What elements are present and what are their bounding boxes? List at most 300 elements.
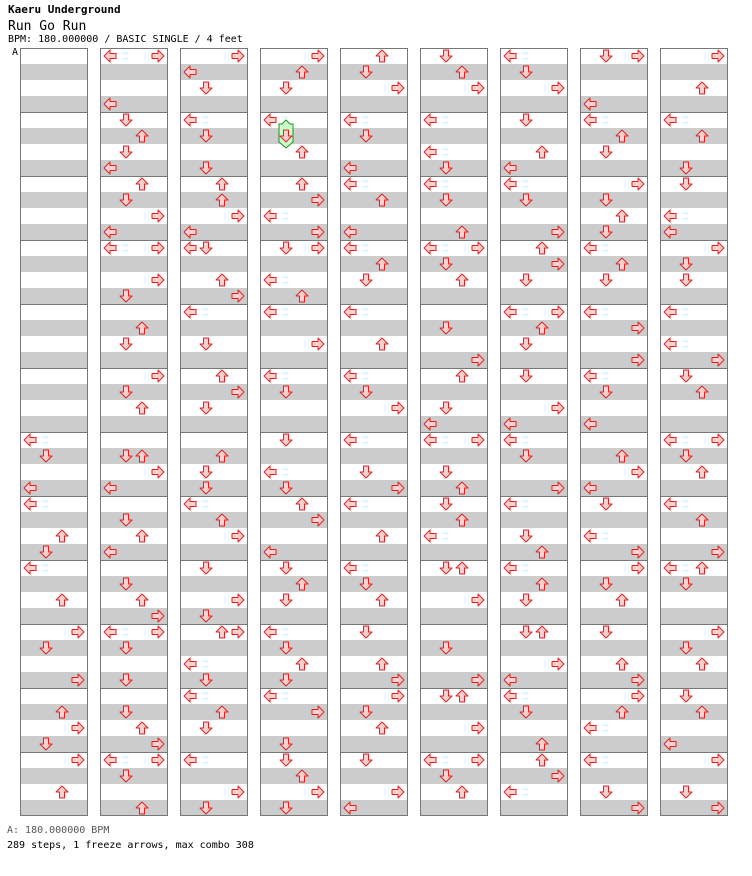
beat-band xyxy=(100,800,168,816)
right-arrow-icon xyxy=(151,465,165,479)
right-arrow-icon xyxy=(631,465,645,479)
down-arrow-icon xyxy=(519,65,533,79)
bpm-marker: A xyxy=(12,47,19,58)
beat-band xyxy=(420,704,488,720)
beat-band xyxy=(20,768,88,784)
measure-line xyxy=(660,176,728,177)
beat-band xyxy=(340,544,408,560)
beat-band xyxy=(660,480,728,496)
left-arrow-icon xyxy=(343,225,357,239)
down-arrow-icon xyxy=(679,161,693,175)
down-arrow-icon xyxy=(199,721,213,735)
down-arrow-icon xyxy=(599,273,613,287)
up-arrow-icon xyxy=(375,529,389,543)
beat-band xyxy=(180,672,248,688)
up-arrow-icon xyxy=(295,145,309,159)
measure-line xyxy=(420,688,488,689)
down-arrow-icon xyxy=(359,625,373,639)
up-arrow-icon xyxy=(375,49,389,63)
beat-band xyxy=(580,384,648,400)
down-arrow-icon xyxy=(119,769,133,783)
down-arrow-icon xyxy=(519,193,533,207)
down-arrow-icon xyxy=(199,673,213,687)
right-arrow-icon xyxy=(391,689,405,703)
measure-line xyxy=(500,624,568,625)
down-arrow-icon xyxy=(199,801,213,815)
up-arrow-icon xyxy=(295,177,309,191)
beat-band xyxy=(660,64,728,80)
right-arrow-icon xyxy=(711,625,725,639)
beat-band xyxy=(180,160,248,176)
down-arrow-icon xyxy=(679,641,693,655)
right-arrow-icon xyxy=(311,785,325,799)
down-arrow-icon xyxy=(679,369,693,383)
beat-band xyxy=(20,96,88,112)
left-arrow-icon xyxy=(503,161,517,175)
left-arrow-icon xyxy=(183,65,197,79)
beat-band xyxy=(20,640,88,656)
down-arrow-icon xyxy=(519,273,533,287)
down-arrow-icon xyxy=(679,577,693,591)
measure-line xyxy=(660,368,728,369)
left-arrow-icon xyxy=(423,529,437,543)
beat-band xyxy=(180,544,248,560)
measure-line xyxy=(420,624,488,625)
song-title: Run Go Run xyxy=(8,19,87,34)
down-arrow-icon xyxy=(199,337,213,351)
left-arrow-icon xyxy=(663,497,677,511)
beat-band xyxy=(420,768,488,784)
beat-band xyxy=(420,640,488,656)
left-arrow-icon xyxy=(263,113,277,127)
beat-band xyxy=(420,256,488,272)
up-arrow-icon xyxy=(695,657,709,671)
up-arrow-icon xyxy=(695,705,709,719)
left-arrow-icon xyxy=(343,801,357,815)
left-arrow-icon xyxy=(663,737,677,751)
beat-band xyxy=(420,288,488,304)
left-arrow-icon xyxy=(343,433,357,447)
down-arrow-icon xyxy=(439,641,453,655)
beat-band xyxy=(180,480,248,496)
beat-band xyxy=(100,416,168,432)
beat-band xyxy=(340,96,408,112)
measure-line xyxy=(20,304,88,305)
up-arrow-icon xyxy=(215,705,229,719)
beat-band xyxy=(340,704,408,720)
down-arrow-icon xyxy=(439,193,453,207)
right-arrow-icon xyxy=(151,49,165,63)
beat-band xyxy=(340,608,408,624)
beat-band xyxy=(20,608,88,624)
down-arrow-icon xyxy=(439,321,453,335)
chart-column xyxy=(580,48,648,816)
beat-band xyxy=(340,512,408,528)
left-arrow-icon xyxy=(583,529,597,543)
right-arrow-icon xyxy=(631,689,645,703)
down-arrow-icon xyxy=(599,145,613,159)
beat-band xyxy=(340,288,408,304)
down-arrow-icon xyxy=(279,737,293,751)
right-arrow-icon xyxy=(711,353,725,367)
up-arrow-icon xyxy=(615,705,629,719)
beat-band xyxy=(20,320,88,336)
up-arrow-icon xyxy=(215,449,229,463)
left-arrow-icon xyxy=(583,481,597,495)
measure-line xyxy=(500,240,568,241)
down-arrow-icon xyxy=(439,497,453,511)
right-arrow-icon xyxy=(231,593,245,607)
up-arrow-icon xyxy=(375,337,389,351)
beat-band xyxy=(180,96,248,112)
measure-line xyxy=(580,624,648,625)
beat-band xyxy=(180,512,248,528)
beat-band xyxy=(580,736,648,752)
up-arrow-icon xyxy=(135,593,149,607)
beat-band xyxy=(580,448,648,464)
up-arrow-icon xyxy=(215,193,229,207)
down-arrow-icon xyxy=(679,273,693,287)
right-arrow-icon xyxy=(631,49,645,63)
down-arrow-icon xyxy=(39,641,53,655)
beat-band xyxy=(420,480,488,496)
beat-band xyxy=(660,416,728,432)
beat-band xyxy=(20,384,88,400)
down-arrow-icon xyxy=(199,609,213,623)
beat-band xyxy=(180,640,248,656)
up-arrow-icon xyxy=(135,321,149,335)
down-arrow-icon xyxy=(599,193,613,207)
left-arrow-icon xyxy=(103,241,117,255)
measure-line xyxy=(100,112,168,113)
down-arrow-icon xyxy=(119,113,133,127)
beat-band xyxy=(500,640,568,656)
beat-band xyxy=(420,96,488,112)
beat-band xyxy=(180,576,248,592)
up-arrow-icon xyxy=(135,401,149,415)
down-arrow-icon xyxy=(279,241,293,255)
left-arrow-icon xyxy=(183,241,197,255)
measure-line xyxy=(100,304,168,305)
down-arrow-icon xyxy=(439,561,453,575)
down-arrow-icon xyxy=(519,705,533,719)
down-arrow-icon xyxy=(119,193,133,207)
measure-line xyxy=(580,496,648,497)
measure-line xyxy=(100,496,168,497)
down-arrow-icon xyxy=(439,257,453,271)
down-arrow-icon xyxy=(359,753,373,767)
up-arrow-icon xyxy=(295,497,309,511)
down-arrow-icon xyxy=(359,385,373,399)
beat-band xyxy=(580,128,648,144)
left-arrow-icon xyxy=(263,545,277,559)
beat-band xyxy=(180,320,248,336)
beat-band xyxy=(660,96,728,112)
up-arrow-icon xyxy=(455,369,469,383)
right-arrow-icon xyxy=(71,673,85,687)
down-arrow-icon xyxy=(199,161,213,175)
left-arrow-icon xyxy=(343,241,357,255)
down-arrow-icon xyxy=(39,737,53,751)
beat-band xyxy=(420,576,488,592)
beat-band xyxy=(100,288,168,304)
left-arrow-icon xyxy=(263,689,277,703)
right-arrow-icon xyxy=(711,545,725,559)
up-arrow-icon xyxy=(615,209,629,223)
up-arrow-icon xyxy=(615,593,629,607)
down-arrow-icon xyxy=(599,625,613,639)
right-arrow-icon xyxy=(151,609,165,623)
up-arrow-icon xyxy=(455,513,469,527)
up-arrow-icon xyxy=(215,625,229,639)
beat-band xyxy=(420,608,488,624)
left-arrow-icon xyxy=(503,785,517,799)
right-arrow-icon xyxy=(711,753,725,767)
beat-band xyxy=(660,576,728,592)
down-arrow-icon xyxy=(519,337,533,351)
right-arrow-icon xyxy=(71,625,85,639)
right-arrow-icon xyxy=(471,721,485,735)
right-arrow-icon xyxy=(311,49,325,63)
beat-band xyxy=(100,192,168,208)
left-arrow-icon xyxy=(423,753,437,767)
up-arrow-icon xyxy=(295,289,309,303)
left-arrow-icon xyxy=(503,417,517,431)
beat-band xyxy=(100,384,168,400)
left-arrow-icon xyxy=(503,49,517,63)
left-arrow-icon xyxy=(343,369,357,383)
right-arrow-icon xyxy=(551,257,565,271)
beat-band xyxy=(500,576,568,592)
chart-info: BPM: 180.000000 / BASIC SINGLE / 4 feet xyxy=(8,34,243,45)
right-arrow-icon xyxy=(311,225,325,239)
beat-band xyxy=(340,576,408,592)
right-arrow-icon xyxy=(391,481,405,495)
down-arrow-icon xyxy=(39,449,53,463)
left-arrow-icon xyxy=(263,625,277,639)
beat-band xyxy=(580,768,648,784)
right-arrow-icon xyxy=(711,433,725,447)
measure-line xyxy=(180,176,248,177)
up-arrow-icon xyxy=(455,561,469,575)
beat-band xyxy=(100,448,168,464)
beat-band xyxy=(340,192,408,208)
down-arrow-icon xyxy=(279,481,293,495)
up-arrow-icon xyxy=(615,449,629,463)
beat-band xyxy=(420,160,488,176)
left-arrow-icon xyxy=(343,177,357,191)
left-arrow-icon xyxy=(503,305,517,319)
left-arrow-icon xyxy=(103,545,117,559)
beat-band xyxy=(20,448,88,464)
beat-band xyxy=(100,512,168,528)
measure-line xyxy=(420,304,488,305)
down-arrow-icon xyxy=(39,545,53,559)
down-arrow-icon xyxy=(199,241,213,255)
left-arrow-icon xyxy=(663,209,677,223)
left-arrow-icon xyxy=(103,481,117,495)
up-arrow-icon xyxy=(135,721,149,735)
left-arrow-icon xyxy=(663,113,677,127)
left-arrow-icon xyxy=(423,113,437,127)
left-arrow-icon xyxy=(503,673,517,687)
up-arrow-icon xyxy=(135,449,149,463)
left-arrow-icon xyxy=(583,753,597,767)
beat-band xyxy=(100,64,168,80)
beat-band xyxy=(420,192,488,208)
beat-band xyxy=(420,384,488,400)
beat-band xyxy=(580,160,648,176)
beat-band xyxy=(420,544,488,560)
right-arrow-icon xyxy=(71,753,85,767)
down-arrow-icon xyxy=(119,641,133,655)
beat-band xyxy=(500,352,568,368)
beat-band xyxy=(420,224,488,240)
down-arrow-icon xyxy=(359,273,373,287)
beat-band xyxy=(20,576,88,592)
beat-band xyxy=(340,448,408,464)
down-arrow-icon xyxy=(279,801,293,815)
right-arrow-icon xyxy=(471,353,485,367)
left-arrow-icon xyxy=(423,433,437,447)
beat-band xyxy=(100,576,168,592)
measure-line xyxy=(500,368,568,369)
up-arrow-icon xyxy=(535,241,549,255)
beat-band xyxy=(180,608,248,624)
right-arrow-icon xyxy=(231,625,245,639)
beat-band xyxy=(500,384,568,400)
left-arrow-icon xyxy=(103,225,117,239)
down-arrow-icon xyxy=(679,449,693,463)
up-arrow-icon xyxy=(215,369,229,383)
down-arrow-icon xyxy=(599,385,613,399)
beat-band xyxy=(180,800,248,816)
left-arrow-icon xyxy=(23,433,37,447)
beat-band xyxy=(660,704,728,720)
left-arrow-icon xyxy=(183,305,197,319)
beat-band xyxy=(660,192,728,208)
beat-band xyxy=(340,416,408,432)
beat-band xyxy=(580,512,648,528)
down-arrow-icon xyxy=(199,465,213,479)
right-arrow-icon xyxy=(231,385,245,399)
left-arrow-icon xyxy=(263,273,277,287)
down-arrow-icon xyxy=(199,129,213,143)
right-arrow-icon xyxy=(471,673,485,687)
beat-band xyxy=(500,64,568,80)
right-arrow-icon xyxy=(471,241,485,255)
left-arrow-icon xyxy=(263,369,277,383)
measure-line xyxy=(20,176,88,177)
down-arrow-icon xyxy=(519,113,533,127)
down-arrow-icon xyxy=(119,673,133,687)
chart-column xyxy=(180,48,248,816)
down-arrow-icon xyxy=(519,593,533,607)
left-arrow-icon xyxy=(183,657,197,671)
left-arrow-icon xyxy=(583,721,597,735)
down-arrow-icon xyxy=(439,769,453,783)
measure-line xyxy=(100,432,168,433)
down-arrow-icon xyxy=(119,289,133,303)
right-arrow-icon xyxy=(391,785,405,799)
measure-line xyxy=(340,752,408,753)
beat-band xyxy=(340,384,408,400)
left-arrow-icon xyxy=(663,561,677,575)
down-arrow-icon xyxy=(279,641,293,655)
right-arrow-icon xyxy=(551,481,565,495)
up-arrow-icon xyxy=(615,257,629,271)
left-arrow-icon xyxy=(663,305,677,319)
beat-band xyxy=(340,640,408,656)
measure-line xyxy=(20,240,88,241)
left-arrow-icon xyxy=(583,369,597,383)
right-arrow-icon xyxy=(631,177,645,191)
beat-band xyxy=(660,128,728,144)
right-arrow-icon xyxy=(391,673,405,687)
beat-band xyxy=(20,704,88,720)
measure-line xyxy=(20,368,88,369)
measure-line xyxy=(340,624,408,625)
right-arrow-icon xyxy=(311,705,325,719)
up-arrow-icon xyxy=(55,705,69,719)
right-arrow-icon xyxy=(551,769,565,783)
beat-band xyxy=(420,800,488,816)
left-arrow-icon xyxy=(583,241,597,255)
up-arrow-icon xyxy=(135,801,149,815)
beat-band xyxy=(420,128,488,144)
right-arrow-icon xyxy=(391,81,405,95)
up-arrow-icon xyxy=(535,145,549,159)
right-arrow-icon xyxy=(311,241,325,255)
beat-band xyxy=(180,256,248,272)
beat-band xyxy=(180,704,248,720)
down-arrow-icon xyxy=(599,497,613,511)
right-arrow-icon xyxy=(551,657,565,671)
chart-column xyxy=(260,48,328,816)
measure-line xyxy=(180,368,248,369)
up-arrow-icon xyxy=(455,481,469,495)
down-arrow-icon xyxy=(359,465,373,479)
right-arrow-icon xyxy=(151,273,165,287)
up-arrow-icon xyxy=(215,273,229,287)
left-arrow-icon xyxy=(423,241,437,255)
beat-band xyxy=(580,576,648,592)
right-arrow-icon xyxy=(631,321,645,335)
right-arrow-icon xyxy=(151,369,165,383)
up-arrow-icon xyxy=(455,785,469,799)
beat-band xyxy=(20,736,88,752)
beat-band xyxy=(20,288,88,304)
left-arrow-icon xyxy=(663,433,677,447)
down-arrow-icon xyxy=(279,81,293,95)
measure-line xyxy=(500,112,568,113)
beat-band xyxy=(500,512,568,528)
measure-line xyxy=(500,752,568,753)
left-arrow-icon xyxy=(423,417,437,431)
beat-band xyxy=(100,640,168,656)
beat-band xyxy=(20,800,88,816)
measure-line xyxy=(660,688,728,689)
left-arrow-icon xyxy=(23,497,37,511)
up-arrow-icon xyxy=(375,193,389,207)
measure-line xyxy=(20,112,88,113)
down-arrow-icon xyxy=(519,369,533,383)
right-arrow-icon xyxy=(71,721,85,735)
up-arrow-icon xyxy=(695,561,709,575)
down-arrow-icon xyxy=(519,625,533,639)
measure-line xyxy=(180,560,248,561)
beat-band xyxy=(580,256,648,272)
